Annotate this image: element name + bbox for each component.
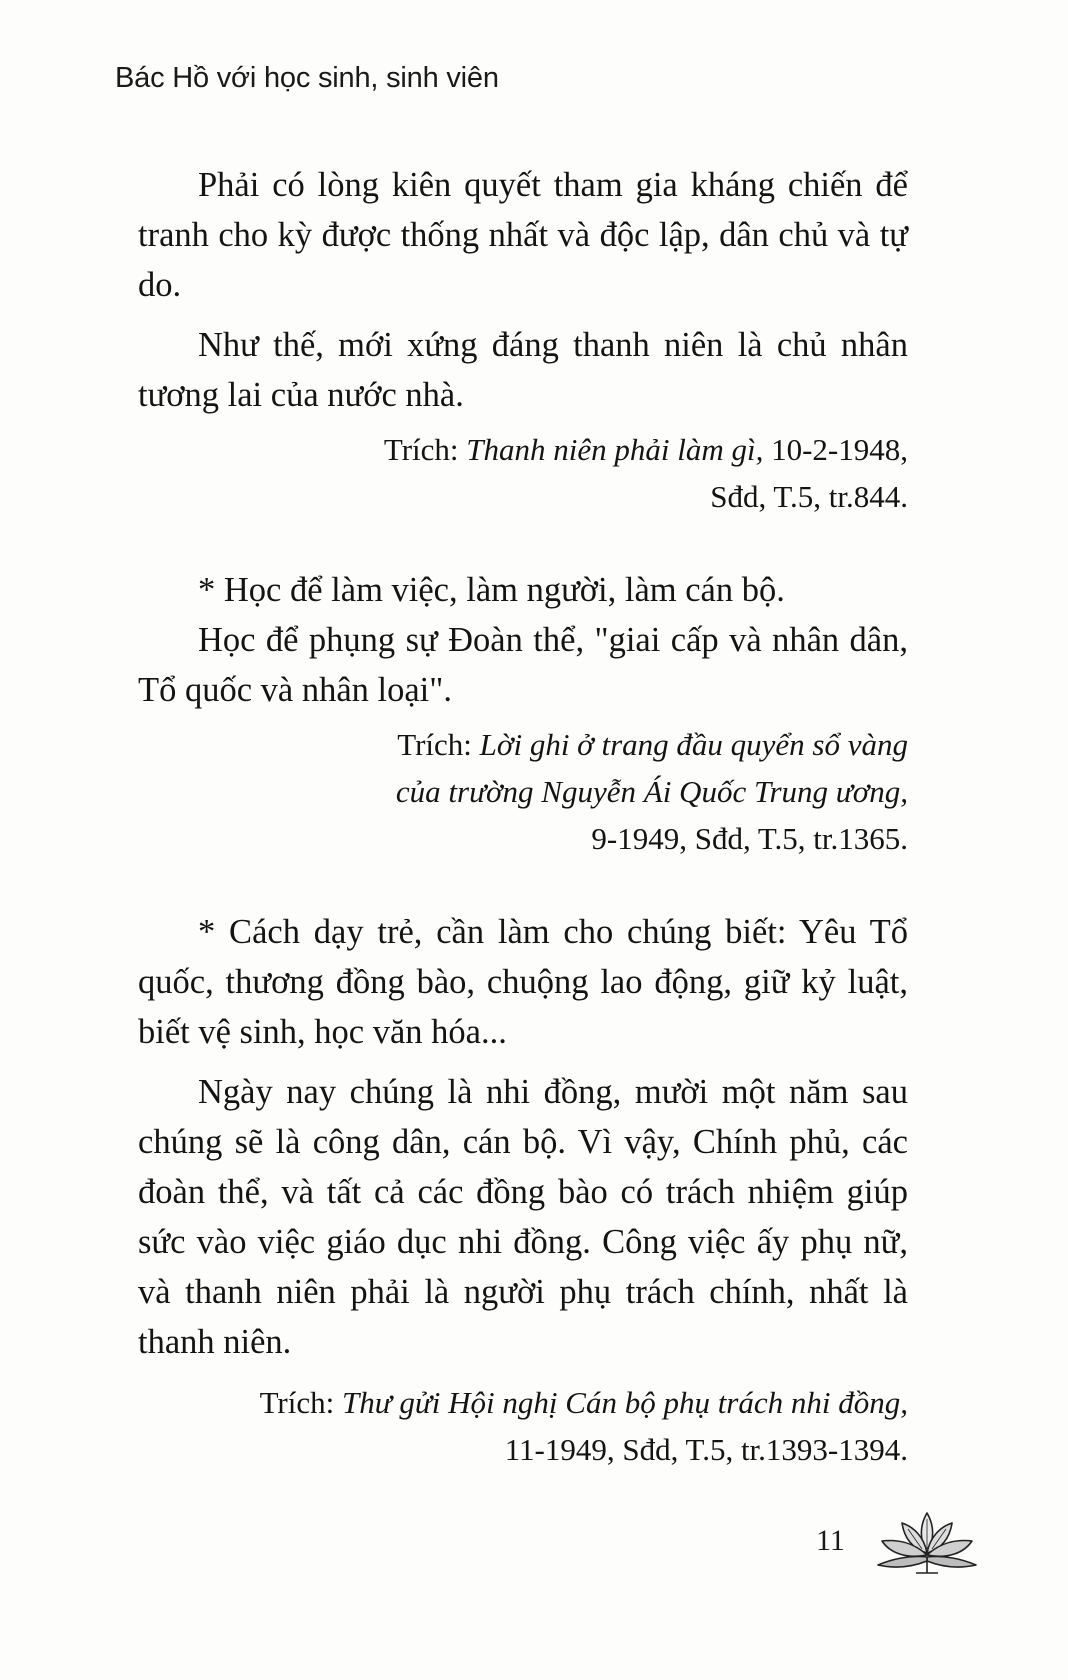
citation-prefix: Trích: (383, 432, 467, 467)
citation-prefix: Trích: (259, 1385, 342, 1420)
citation-source: Sđd, T.5, tr.844. (710, 479, 908, 514)
paragraph: * Cách dạy trẻ, cần làm cho chúng biết: Yêu Tổ quốc, thương đồng bào, chuộng lao động, giữ kỷ luật, biết vệ sinh, học văn hóa... (138, 913, 908, 1051)
paragraph: * Học để làm việc, làm người, làm cán bộ. (198, 571, 785, 609)
citation-work-title: Thư gửi Hội nghị Cán bộ phụ trách nhi đồng, (341, 1385, 908, 1420)
citation-source: 9-1949, Sđd, T.5, tr.1365. (591, 821, 908, 856)
paragraph: Học để phụng sự Đoàn thể, "giai cấp và nhân dân, Tổ quốc và nhân loại". (138, 621, 908, 709)
running-header: Bác Hồ với học sinh, sinh viên (115, 62, 499, 94)
citation (138, 426, 908, 520)
citation (138, 1379, 908, 1473)
citation-work-title: Lời ghi ở trang đầu quyển sổ vàng (479, 727, 908, 762)
citation-prefix: Trích: (397, 727, 480, 762)
citation-work-title: Thanh niên phải làm gì, (466, 432, 764, 467)
citation (138, 721, 908, 862)
paragraph: Ngày nay chúng là nhi đồng, mười một năm sau chúng sẽ là công dân, cán bộ. Vì vậy, Chính phủ, các đoàn thể, và tất cả các đồng bào có trách nhiệm giúp sức vào việc giáo dục nhi đồng. Công việc ấy phụ nữ, và thanh niên phải là người phụ trách chính, nhất là thanh niên. (138, 1073, 908, 1361)
citation-date: 10-2-1948, (763, 432, 908, 467)
page-number: 11 (816, 1524, 845, 1557)
citation-work-title-cont: của trường Nguyễn Ái Quốc Trung ương, (395, 774, 908, 809)
body-text (138, 160, 908, 1473)
citation-source: 11-1949, Sđd, T.5, tr.1393-1394. (504, 1432, 908, 1467)
lotus-icon (872, 1505, 982, 1575)
paragraph: Phải có lòng kiên quyết tham gia kháng chiến để tranh cho kỳ được thống nhất và độc lập, dân chủ và tự do. (138, 166, 908, 304)
paragraph: Như thế, mới xứng đáng thanh niên là chủ nhân tương lai của nước nhà. (138, 326, 908, 414)
